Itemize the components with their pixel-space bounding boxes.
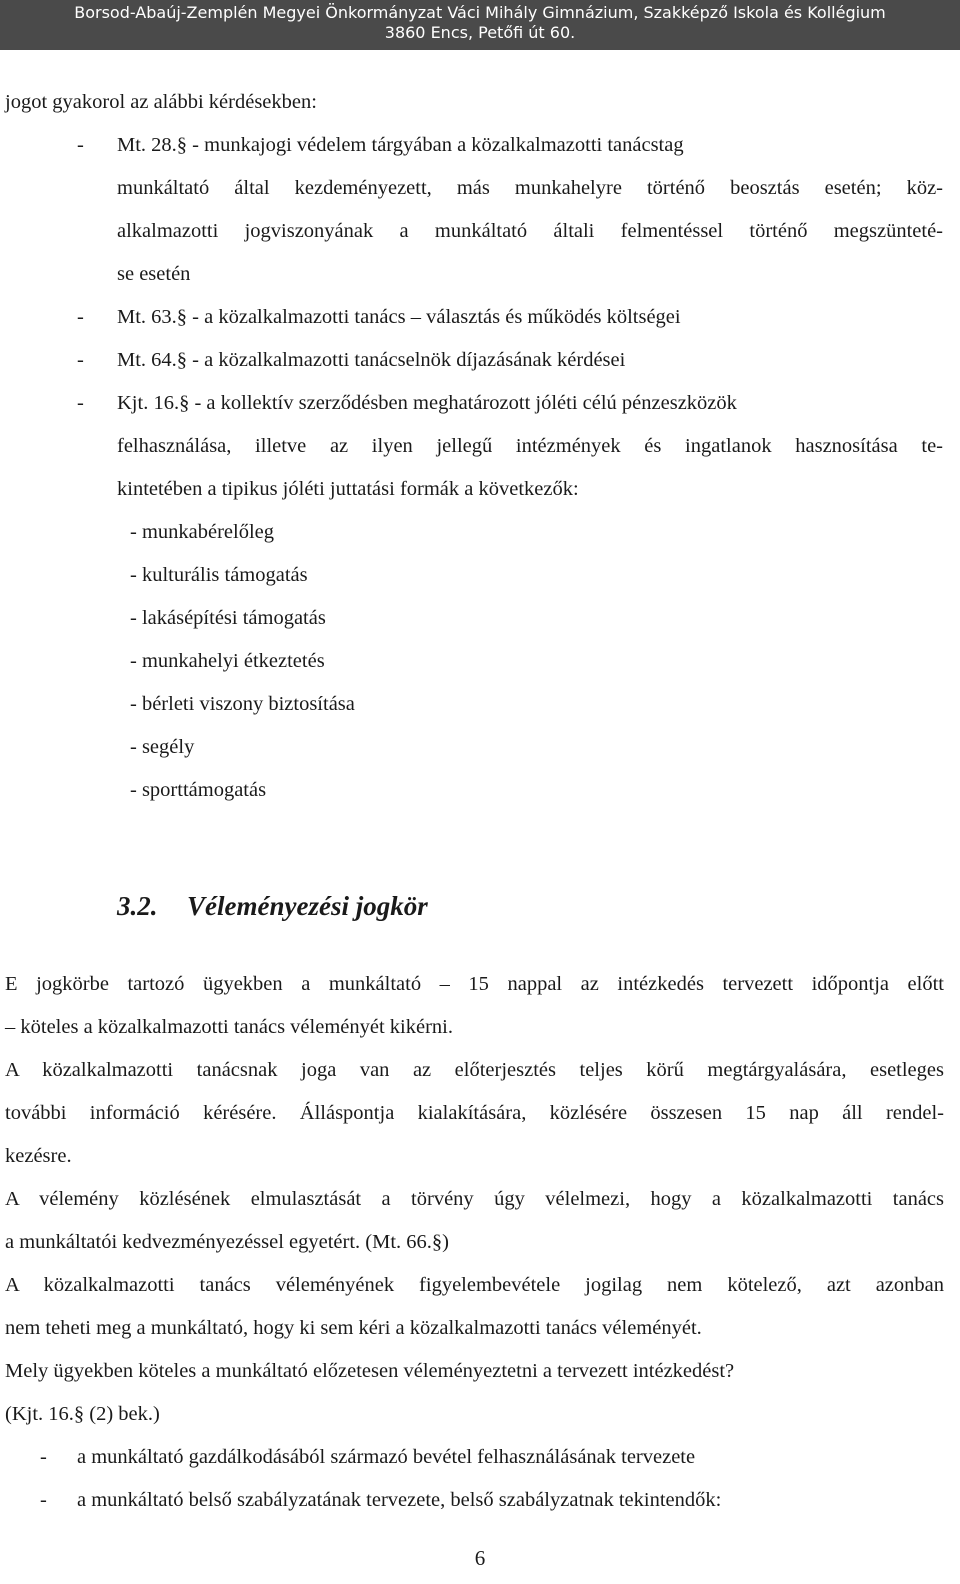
page-number: 6 (474, 1546, 486, 1570)
page-header (0, 0, 960, 50)
paragraph-line: A közalkalmazotti tanácsnak joga van az előterjesztés teljes körű megtárgyalására, esetleges (5, 1059, 944, 1081)
sublist-item: - segély (130, 736, 195, 758)
paragraph-line: nem teheti meg a munkáltató, hogy ki sem kéri a közalkalmazotti tanács véleményét. (5, 1317, 702, 1339)
paragraph-line: további információ kérésére. Álláspontja kialakítására, közlésére összesen 15 nap áll rendel- (5, 1102, 944, 1124)
list-item-cont: alkalmazotti jogviszonyának a munkáltató általi felmentéssel történő megszünteté- (117, 220, 943, 242)
list-item: a munkáltató gazdálkodásából származó bevétel felhasználásának tervezete (77, 1446, 696, 1468)
paragraph-line: Mely ügyekben köteles a munkáltató előzetesen véleményeztetni a tervezett intézkedést? (5, 1360, 735, 1382)
paragraph-line: A közalkalmazotti tanács véleményének figyelembevétele jogilag nem kötelező, azt azonban (5, 1274, 944, 1296)
sublist-item: - bérleti viszony biztosítása (130, 693, 355, 715)
paragraph-line: (Kjt. 16.§ (2) bek.) (5, 1403, 160, 1425)
section-title: Véleményezési jogkör (187, 891, 428, 921)
paragraph-line: kezésre. (5, 1145, 72, 1167)
list-item-cont: kintetében a tipikus jóléti juttatási formák a következők: (117, 478, 579, 500)
list-item: Kjt. 16.§ - a kollektív szerződésben meghatározott jóléti célú pénzeszközök (117, 392, 737, 414)
list-item: a munkáltató belső szabályzatának tervezete, belső szabályzatnak tekintendők: (77, 1489, 722, 1511)
paragraph-line: – köteles a közalkalmazotti tanács véleményét kikérni. (5, 1016, 453, 1038)
list-item-cont: felhasználása, illetve az ilyen jellegű intézmények és ingatlanok hasznosítása te- (117, 435, 943, 457)
paragraph-line: a munkáltatói kedvezményezéssel egyetért. (Mt. 66.§) (5, 1231, 450, 1253)
intro-line: jogot gyakorol az alábbi kérdésekben: (5, 91, 317, 113)
list-dash: - (77, 134, 84, 156)
list-item: Mt. 28.§ - munkajogi védelem tárgyában a közalkalmazotti tanácstag (117, 134, 684, 156)
paragraph-line: E jogkörbe tartozó ügyekben a munkáltató – 15 nappal az intézkedés tervezett időpontja előtt (5, 973, 944, 995)
list-dash: - (77, 349, 84, 371)
list-item-cont: munkáltató által kezdeményezett, más munkahelyre történő beosztás esetén; köz- (117, 177, 943, 199)
section-number: 3.2. (117, 891, 158, 921)
list-item-cont: se esetén (117, 263, 191, 285)
sublist-item: - kulturális támogatás (130, 564, 308, 586)
header-institution: Borsod-Abaúj-Zemplén Megyei Önkormányzat Váci Mihály Gimnázium, Szakképző Iskola és Kollégium (74, 3, 886, 22)
list-dash: - (40, 1446, 47, 1468)
sublist-item: - lakásépítési támogatás (130, 607, 326, 629)
paragraph-line: A vélemény közlésének elmulasztását a törvény úgy vélelmezi, hogy a közalkalmazotti tanács (5, 1188, 944, 1210)
list-dash: - (77, 392, 84, 414)
list-item: Mt. 64.§ - a közalkalmazotti tanácselnök díjazásának kérdései (117, 349, 626, 371)
sublist-item: - sporttámogatás (130, 779, 267, 801)
list-item: Mt. 63.§ - a közalkalmazotti tanács – választás és működés költségei (117, 306, 681, 328)
list-dash: - (77, 306, 84, 328)
sublist-item: - munkabérelőleg (130, 521, 275, 543)
list-dash: - (40, 1489, 47, 1511)
sublist-item: - munkahelyi étkeztetés (130, 650, 325, 672)
header-address: 3860 Encs, Petőfi út 60. (384, 23, 576, 42)
